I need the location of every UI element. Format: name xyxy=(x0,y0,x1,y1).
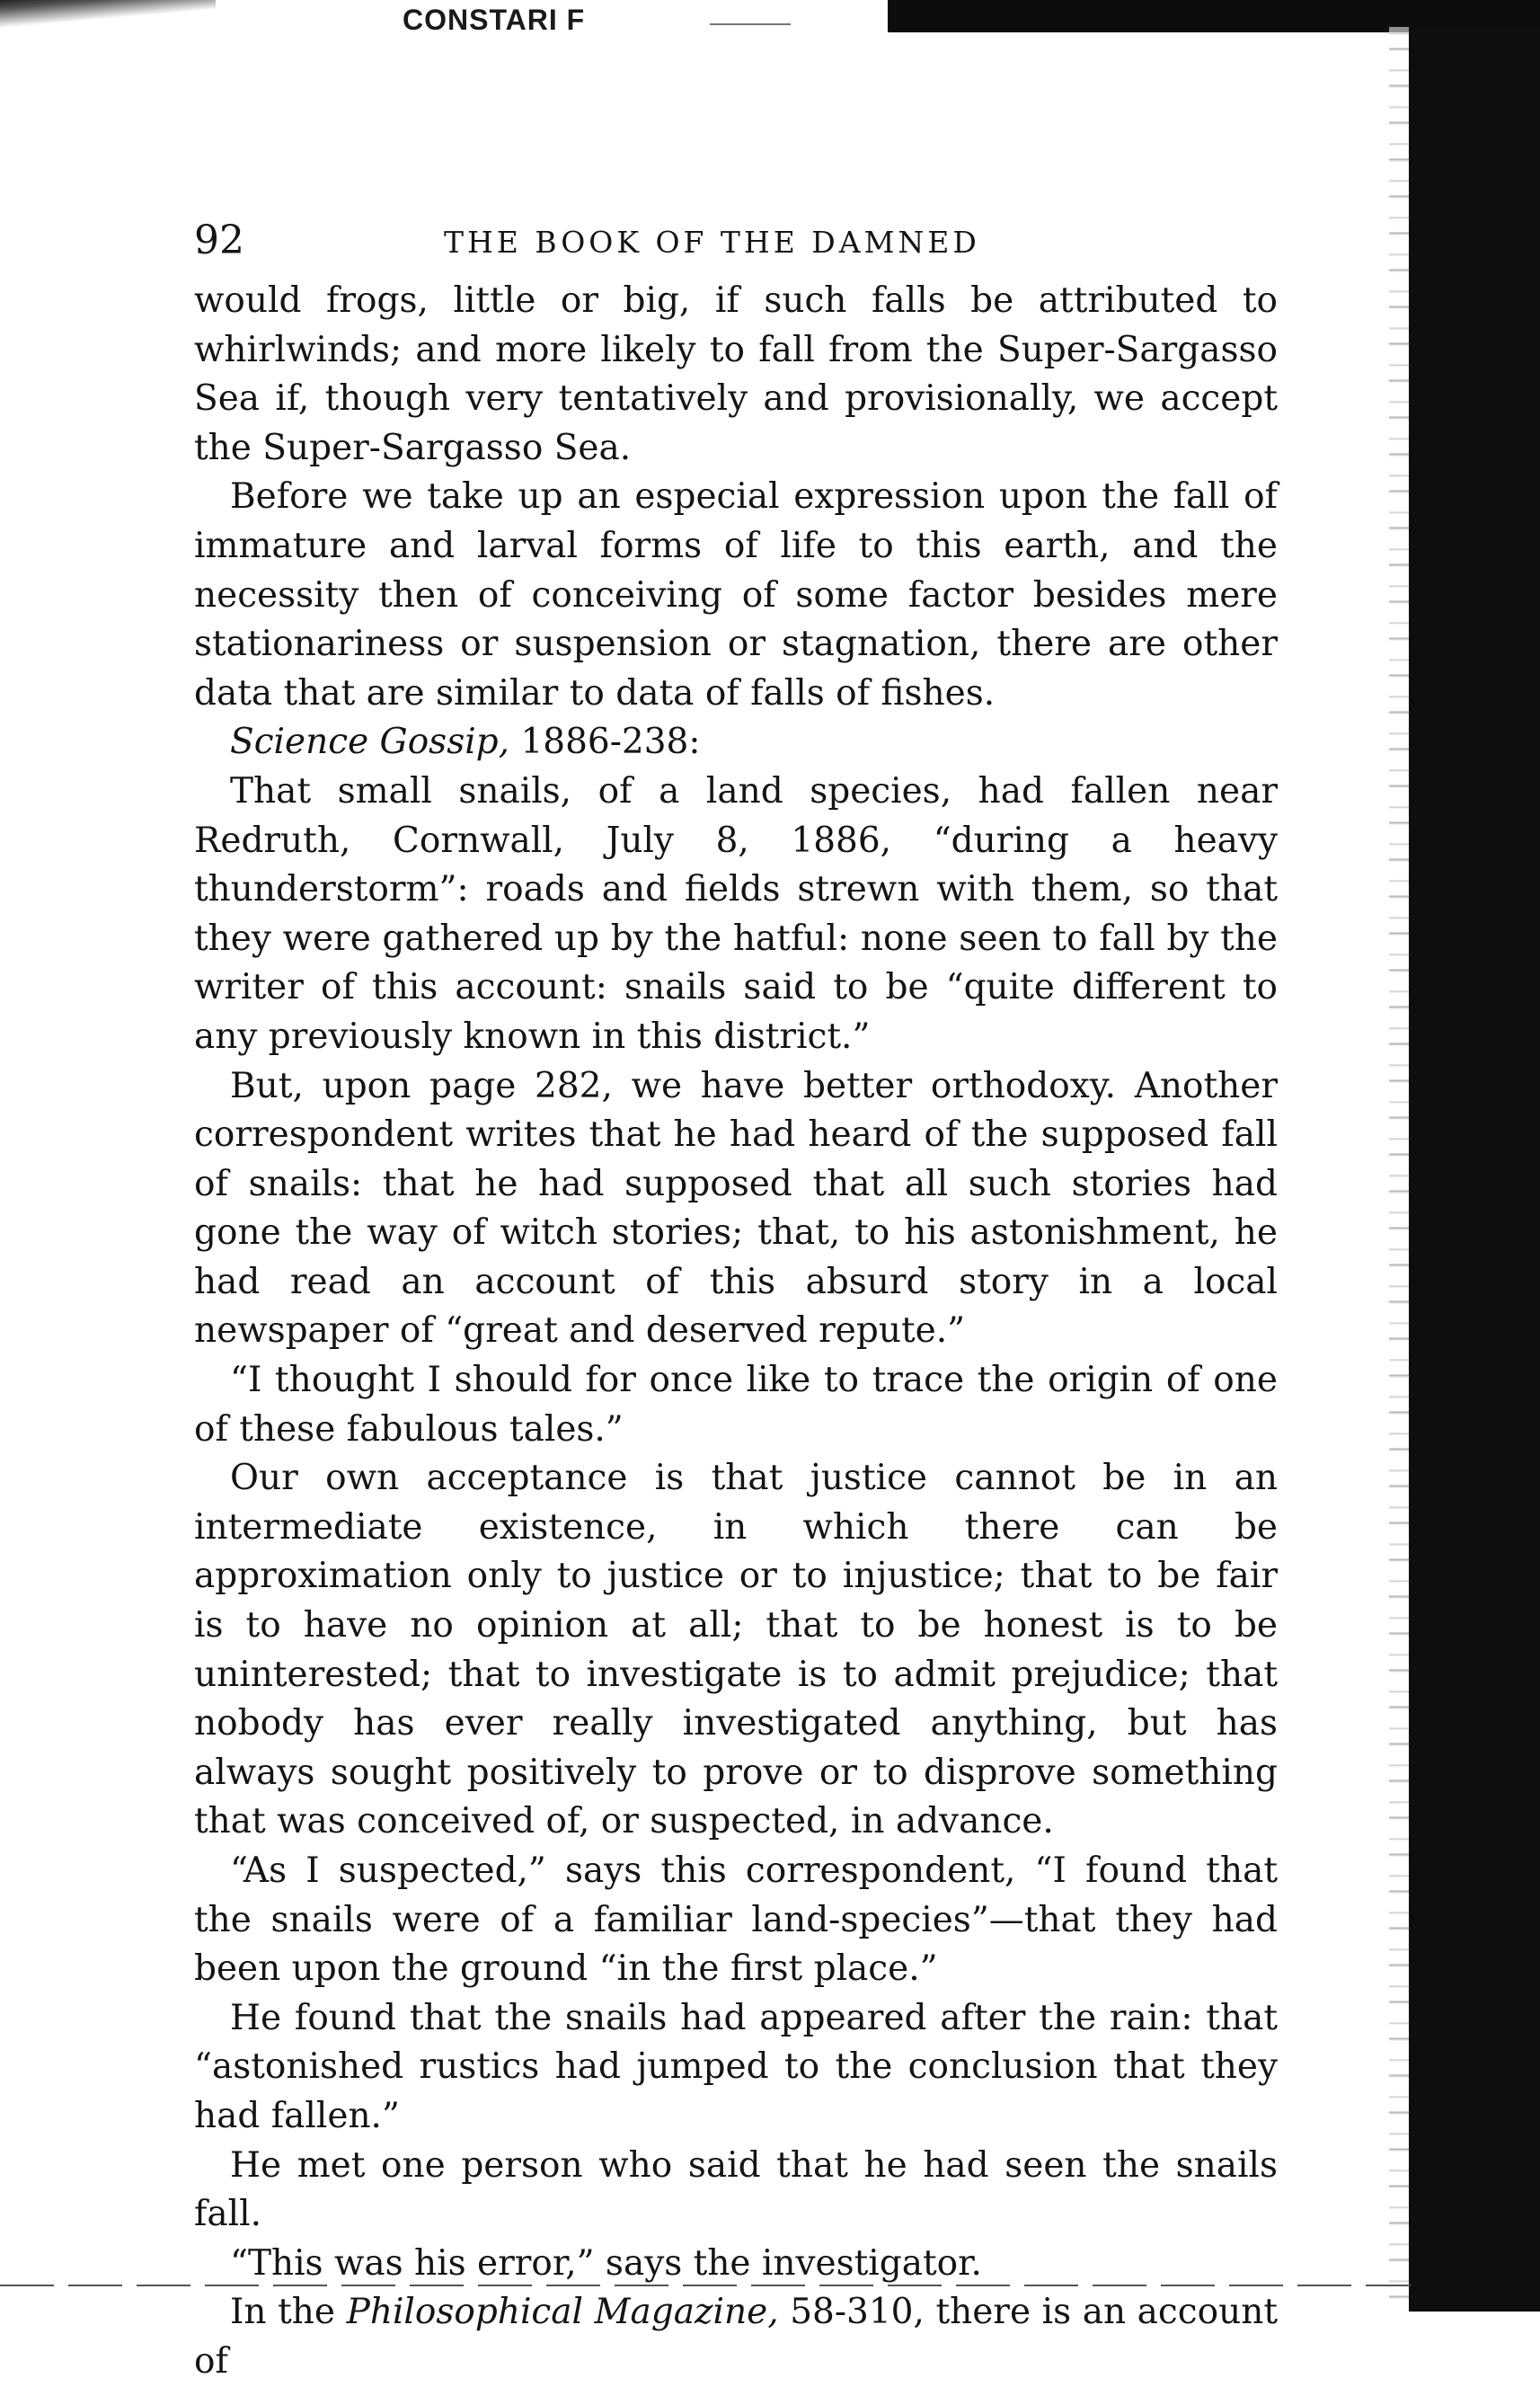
running-head xyxy=(194,216,1278,270)
paragraph-9: He found that the snails had appeared after the rain: that “astonished rustics had jumped to the conclusion that they had fallen.” xyxy=(194,1997,1278,2136)
paragraph-8: “As I suspected,” says this correspondent, “I found that the snails were of a familiar land-species”—that they had been upon the ground “in the first place.” xyxy=(194,1850,1278,1990)
scan-edge-mark xyxy=(0,0,216,32)
scan-right-edge xyxy=(1409,27,1540,2312)
paragraph-1: would frogs, little or big, if such falls be attributed to whirlwinds; and more likely to fall from the Super-Sargasso Sea if, though very tentatively and provisionally, we accept the Super-Sargasso Sea. xyxy=(194,280,1278,468)
paragraph-12-start: In the xyxy=(230,2292,347,2333)
paragraph-12 xyxy=(194,2288,1278,2386)
paragraph-7: Our own acceptance is that justice cannot be in an intermediate existence, in which there can be approximation only to justice or to injustice; that to be fair is to have no opinion at all; that to be honest is to be uninterested; that to investigate is to admit prejudice; that nobody has ever really investigated anything, but has always sought positively to prove or to disprove something that was conceived of, or suspected, in advance. xyxy=(194,1458,1278,1842)
citation-science-gossip xyxy=(194,718,1278,768)
book-page xyxy=(194,216,1278,2387)
citation-reference: 1886-238: xyxy=(509,722,701,763)
scan-stamp: CONSTARI F xyxy=(403,4,586,36)
page-body xyxy=(194,277,1278,2387)
paragraph-5: But, upon page 282, we have better orthodoxy. Another correspondent writes that he had heard of the supposed fall of snails: that he had supposed that all such stories had gone the way of witch stories; that, to his astonishment, he had read an account of this absurd story in a local newspaper of “great and deserved repute.” xyxy=(194,1065,1278,1352)
paragraph-12-end: 58-310, there is an account of xyxy=(194,2292,1278,2382)
paragraph-6: “I thought I should for once like to trace the origin of one of these fabulous tales.” xyxy=(194,1360,1278,1450)
citation-title: Science Gossip, xyxy=(230,722,510,763)
scan-dash xyxy=(710,23,791,25)
paragraph-10: He met one person who said that he had seen the snails fall. xyxy=(194,2144,1278,2235)
running-title: THE BOOK OF THE DAMNED xyxy=(444,225,980,260)
paragraph-2: Before we take up an especial expression upon the fall of immature and larval forms of life to this earth, and the necessity then of conceiving of some factor besides mere stationariness or suspension or stagnation, there are other data that are similar to data of falls of fishes. xyxy=(194,476,1278,714)
magazine-title: Philosophical Magazine, xyxy=(346,2292,779,2333)
page-number: 92 xyxy=(194,217,244,263)
paragraph-4: That small snails, of a land species, had fallen near Redruth, Cornwall, July 8, 1886, “during a heavy thunderstorm”: roads and fields strewn with them, so that they were gathered up by the hatful: none seen to fall by the writer of this account: snails said to be “quite different to any previously known in this district.” xyxy=(194,770,1278,1057)
paragraph-11: “This was his error,” says the investigator. xyxy=(230,2242,982,2284)
